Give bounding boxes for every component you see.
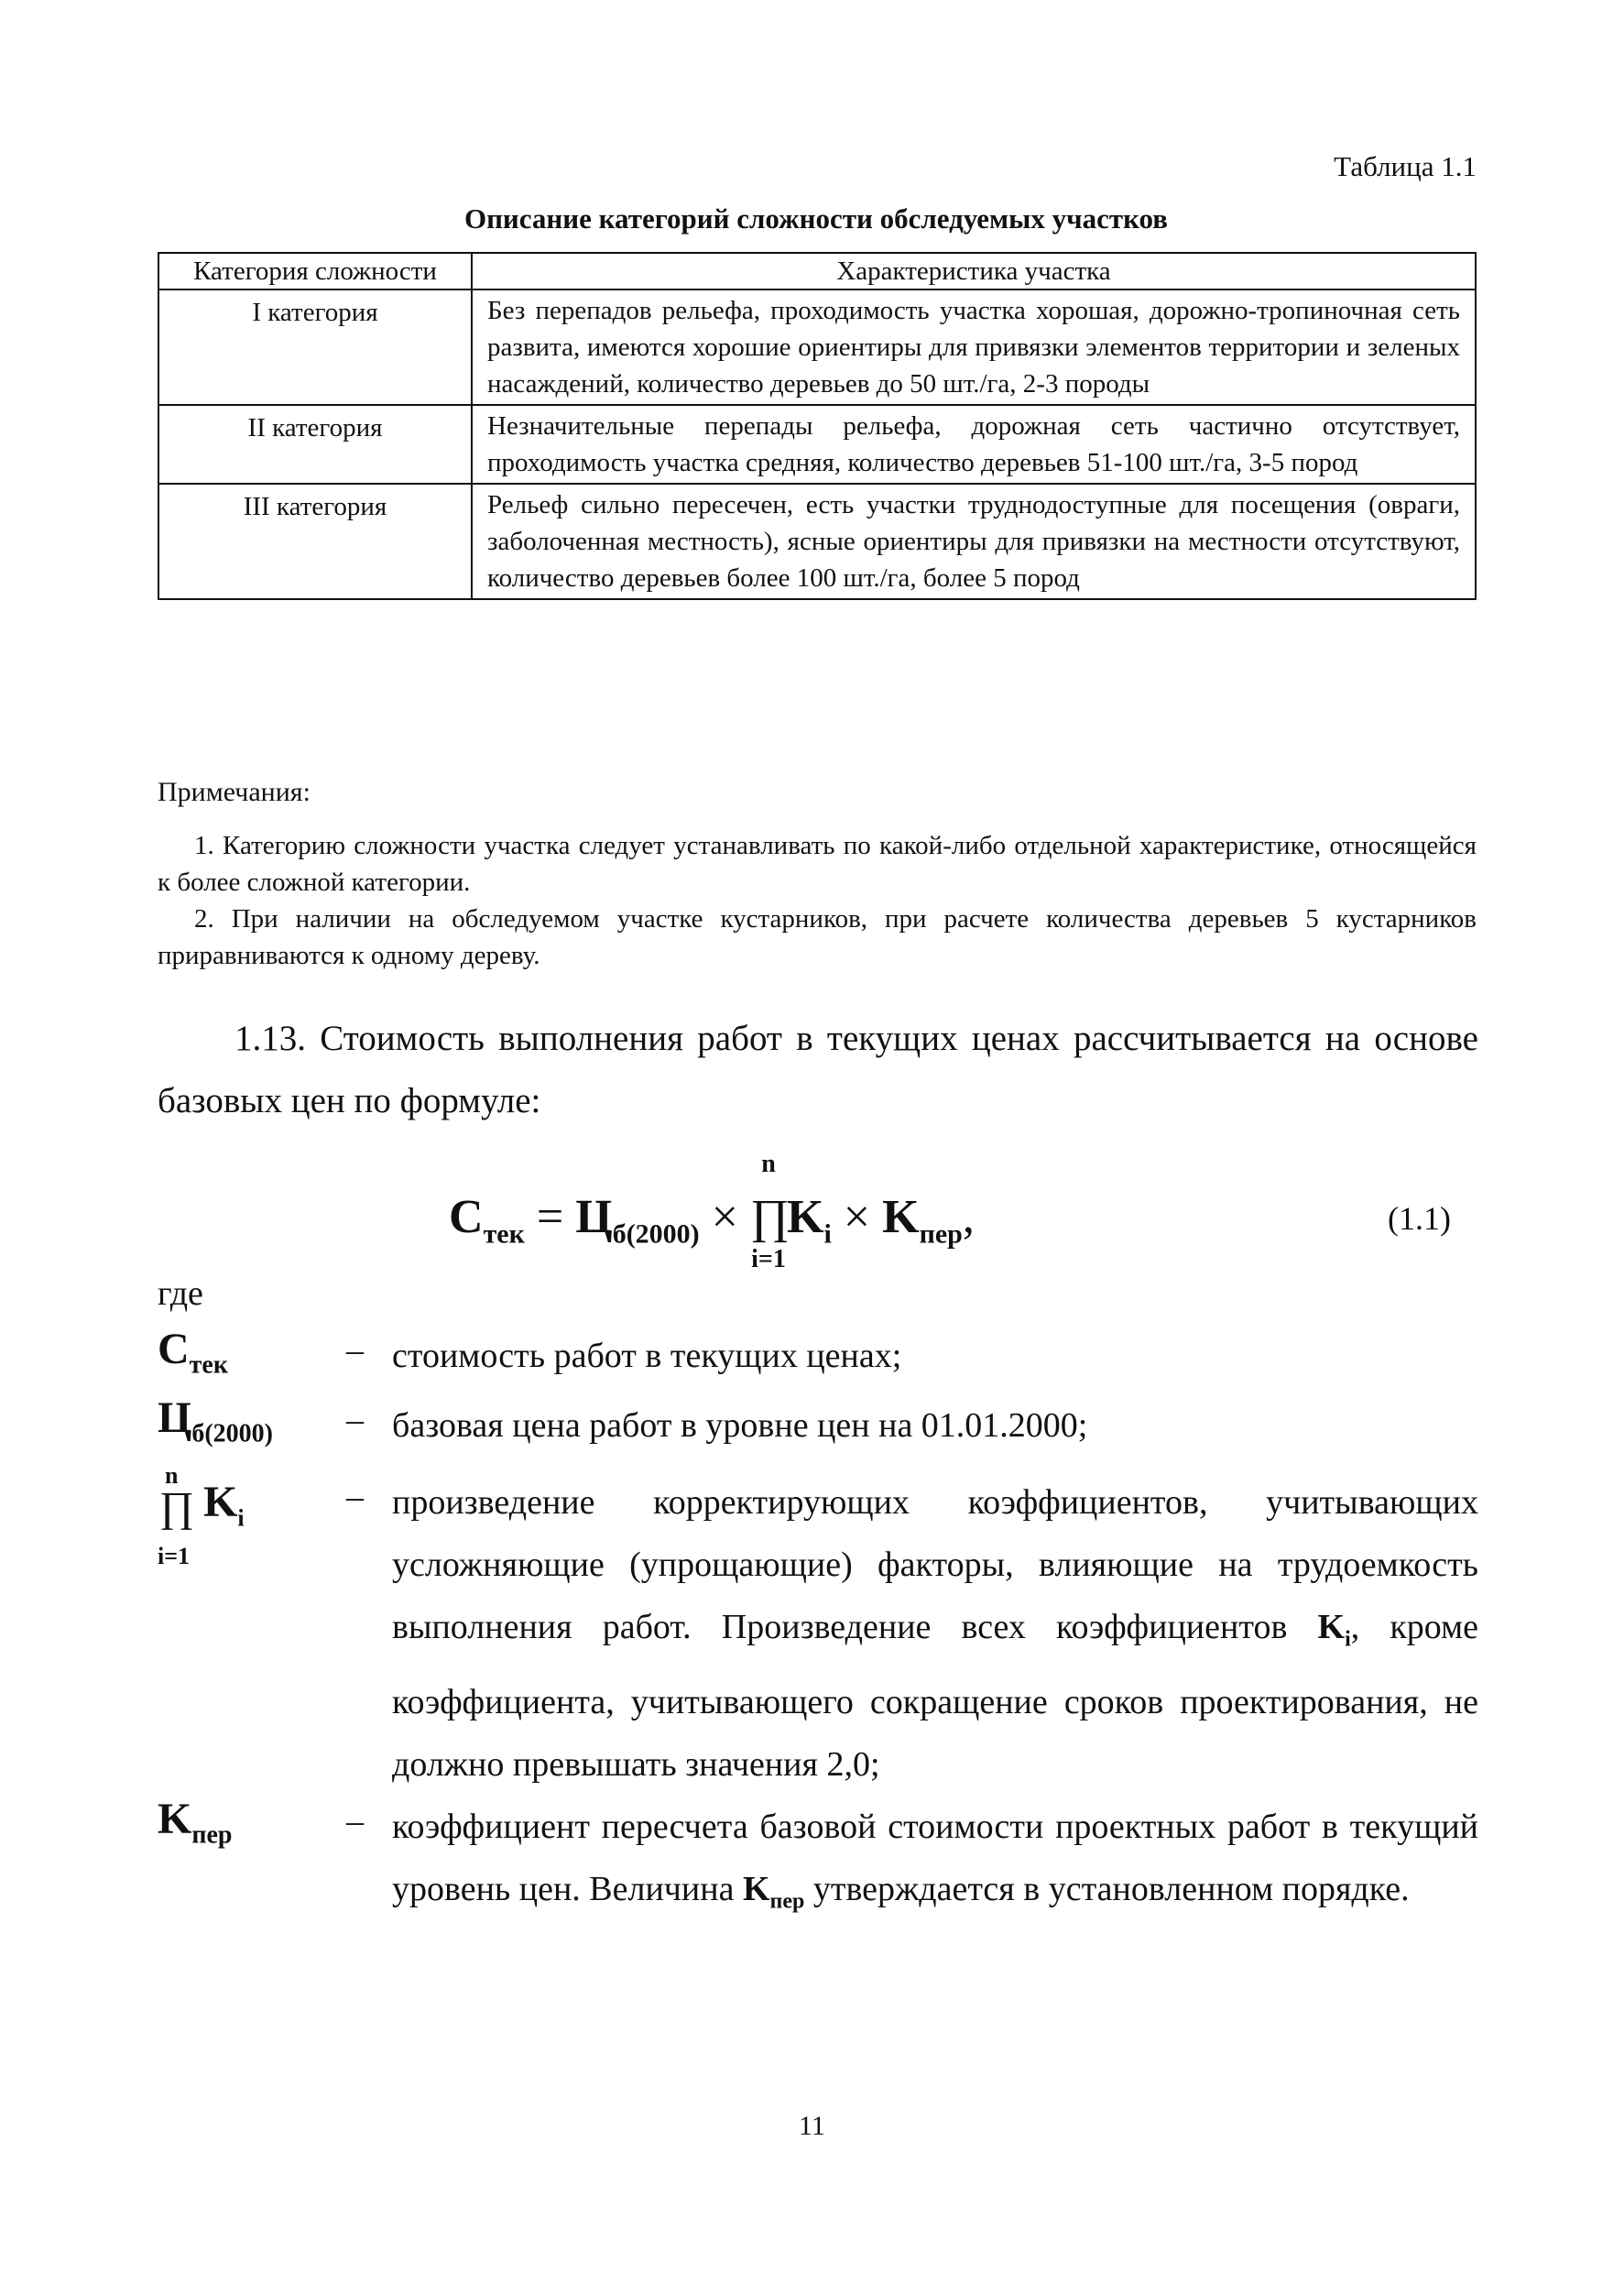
formula-c-tek: $С_{тек}$: [449, 1191, 525, 1250]
definition-dash: –: [346, 1331, 364, 1370]
product-sign: ∏: [750, 1191, 790, 1243]
formula-product: [750, 1150, 790, 1273]
table-row: [158, 484, 1476, 599]
symbol-k-per: $K_{пер}$: [158, 1795, 233, 1850]
formula-1-1: [0, 1150, 1624, 1273]
row-description: Рельеф сильно пересечен, есть участки труднодоступные для посещения (овраги, заболоченная местность), ясные ориентиры для привязки на местности отсутствуют, количество деревьев более 100 шт./га, более 5 пород: [472, 484, 1476, 599]
formula-k-per: $K_{пер}$: [882, 1191, 963, 1250]
paragraph-1-13: 1.13. Стоимость выполнения работ в текущих ценах рассчитывается на основе базовых цен по формуле:: [158, 1019, 1478, 1120]
formula-times-2: ×: [843, 1191, 871, 1243]
product-upper: n: [761, 1150, 776, 1178]
table-number: Таблица 1.1: [1334, 150, 1477, 182]
notes-title: Примечания:: [158, 777, 311, 807]
definition-dash: –: [346, 1478, 364, 1516]
formula-number: (1.1): [1388, 1200, 1451, 1237]
table-title: Описание категорий сложности обследуемых участков: [463, 202, 1169, 235]
header-characteristic: Характеристика участка: [472, 253, 1476, 289]
product-lower: i=1: [751, 1245, 786, 1273]
definition-dash: –: [346, 1802, 364, 1841]
table-row: [158, 289, 1476, 405]
formula-k-i: $K_i$: [787, 1191, 832, 1250]
formula-expression: [449, 1150, 975, 1273]
table-header-row: [158, 253, 1476, 289]
formula-equals: =: [536, 1191, 564, 1243]
row-description: Без перепадов рельефа, проходимость участка хорошая, дорожно-тропиночная сеть развита, имеются хорошие ориентиры для привязки элементов территории и зеленых насаждений, количество деревьев до 50 шт./га, 2-3 породы: [472, 289, 1476, 405]
symbol-product-k: n ∏ $K_i$ i=1: [158, 1462, 245, 1569]
note-item: 2. При наличии на обследуемом участке кустарников, при расчете количества деревьев 5 кустарников приравниваются к одному дереву.: [158, 904, 1477, 970]
definition-k-per: коэффициент пересчета базовой стоимости проектных работ в текущий уровень цен. Величина $K_{пер}$ утверждается в установленном порядке.: [392, 1808, 1478, 1914]
definition-c-base: базовая цена работ в уровне цен на 01.01.2000;: [392, 1406, 1088, 1445]
where-label: где: [158, 1274, 203, 1313]
table-row: [158, 405, 1476, 484]
formula-c-base: $Ц_{б(2000)}$: [575, 1191, 700, 1250]
definition-product-k: произведение корректирующих коэффициентов, учитывающих усложняющие (упрощающие) факторы, влияющие на трудоемкость выполнения работ. Произведение всех коэффициентов $K_i$, кроме коэффициента, учитывающего сокращение сроков проектирования, не должно превышать значения 2,0;: [392, 1483, 1478, 1784]
page-number: 11: [799, 2111, 825, 2141]
formula-times: ×: [711, 1191, 738, 1243]
row-description: Незначительные перепады рельефа, дорожная сеть частично отсутствует, проходимость участка средняя, количество деревьев 51-100 шт./га, 3-5 пород: [472, 405, 1476, 484]
row-category: I категория: [158, 289, 472, 405]
definition-c-tek: стоимость работ в текущих ценах;: [392, 1337, 902, 1375]
symbol-c-tek: $С_{тек}$: [158, 1325, 228, 1380]
complexity-table: [158, 252, 1477, 600]
symbol-c-base: $Ц_{б(2000)}$: [158, 1393, 273, 1448]
row-category: III категория: [158, 484, 472, 599]
formula-comma: ,: [962, 1191, 975, 1243]
header-category: Категория сложности: [158, 253, 472, 289]
row-category: II категория: [158, 405, 472, 484]
note-item: 1. Категорию сложности участка следует устанавливать по какой-либо отдельной характеристике, относящейся к более сложной категории.: [158, 831, 1477, 897]
definition-dash: –: [346, 1401, 364, 1439]
